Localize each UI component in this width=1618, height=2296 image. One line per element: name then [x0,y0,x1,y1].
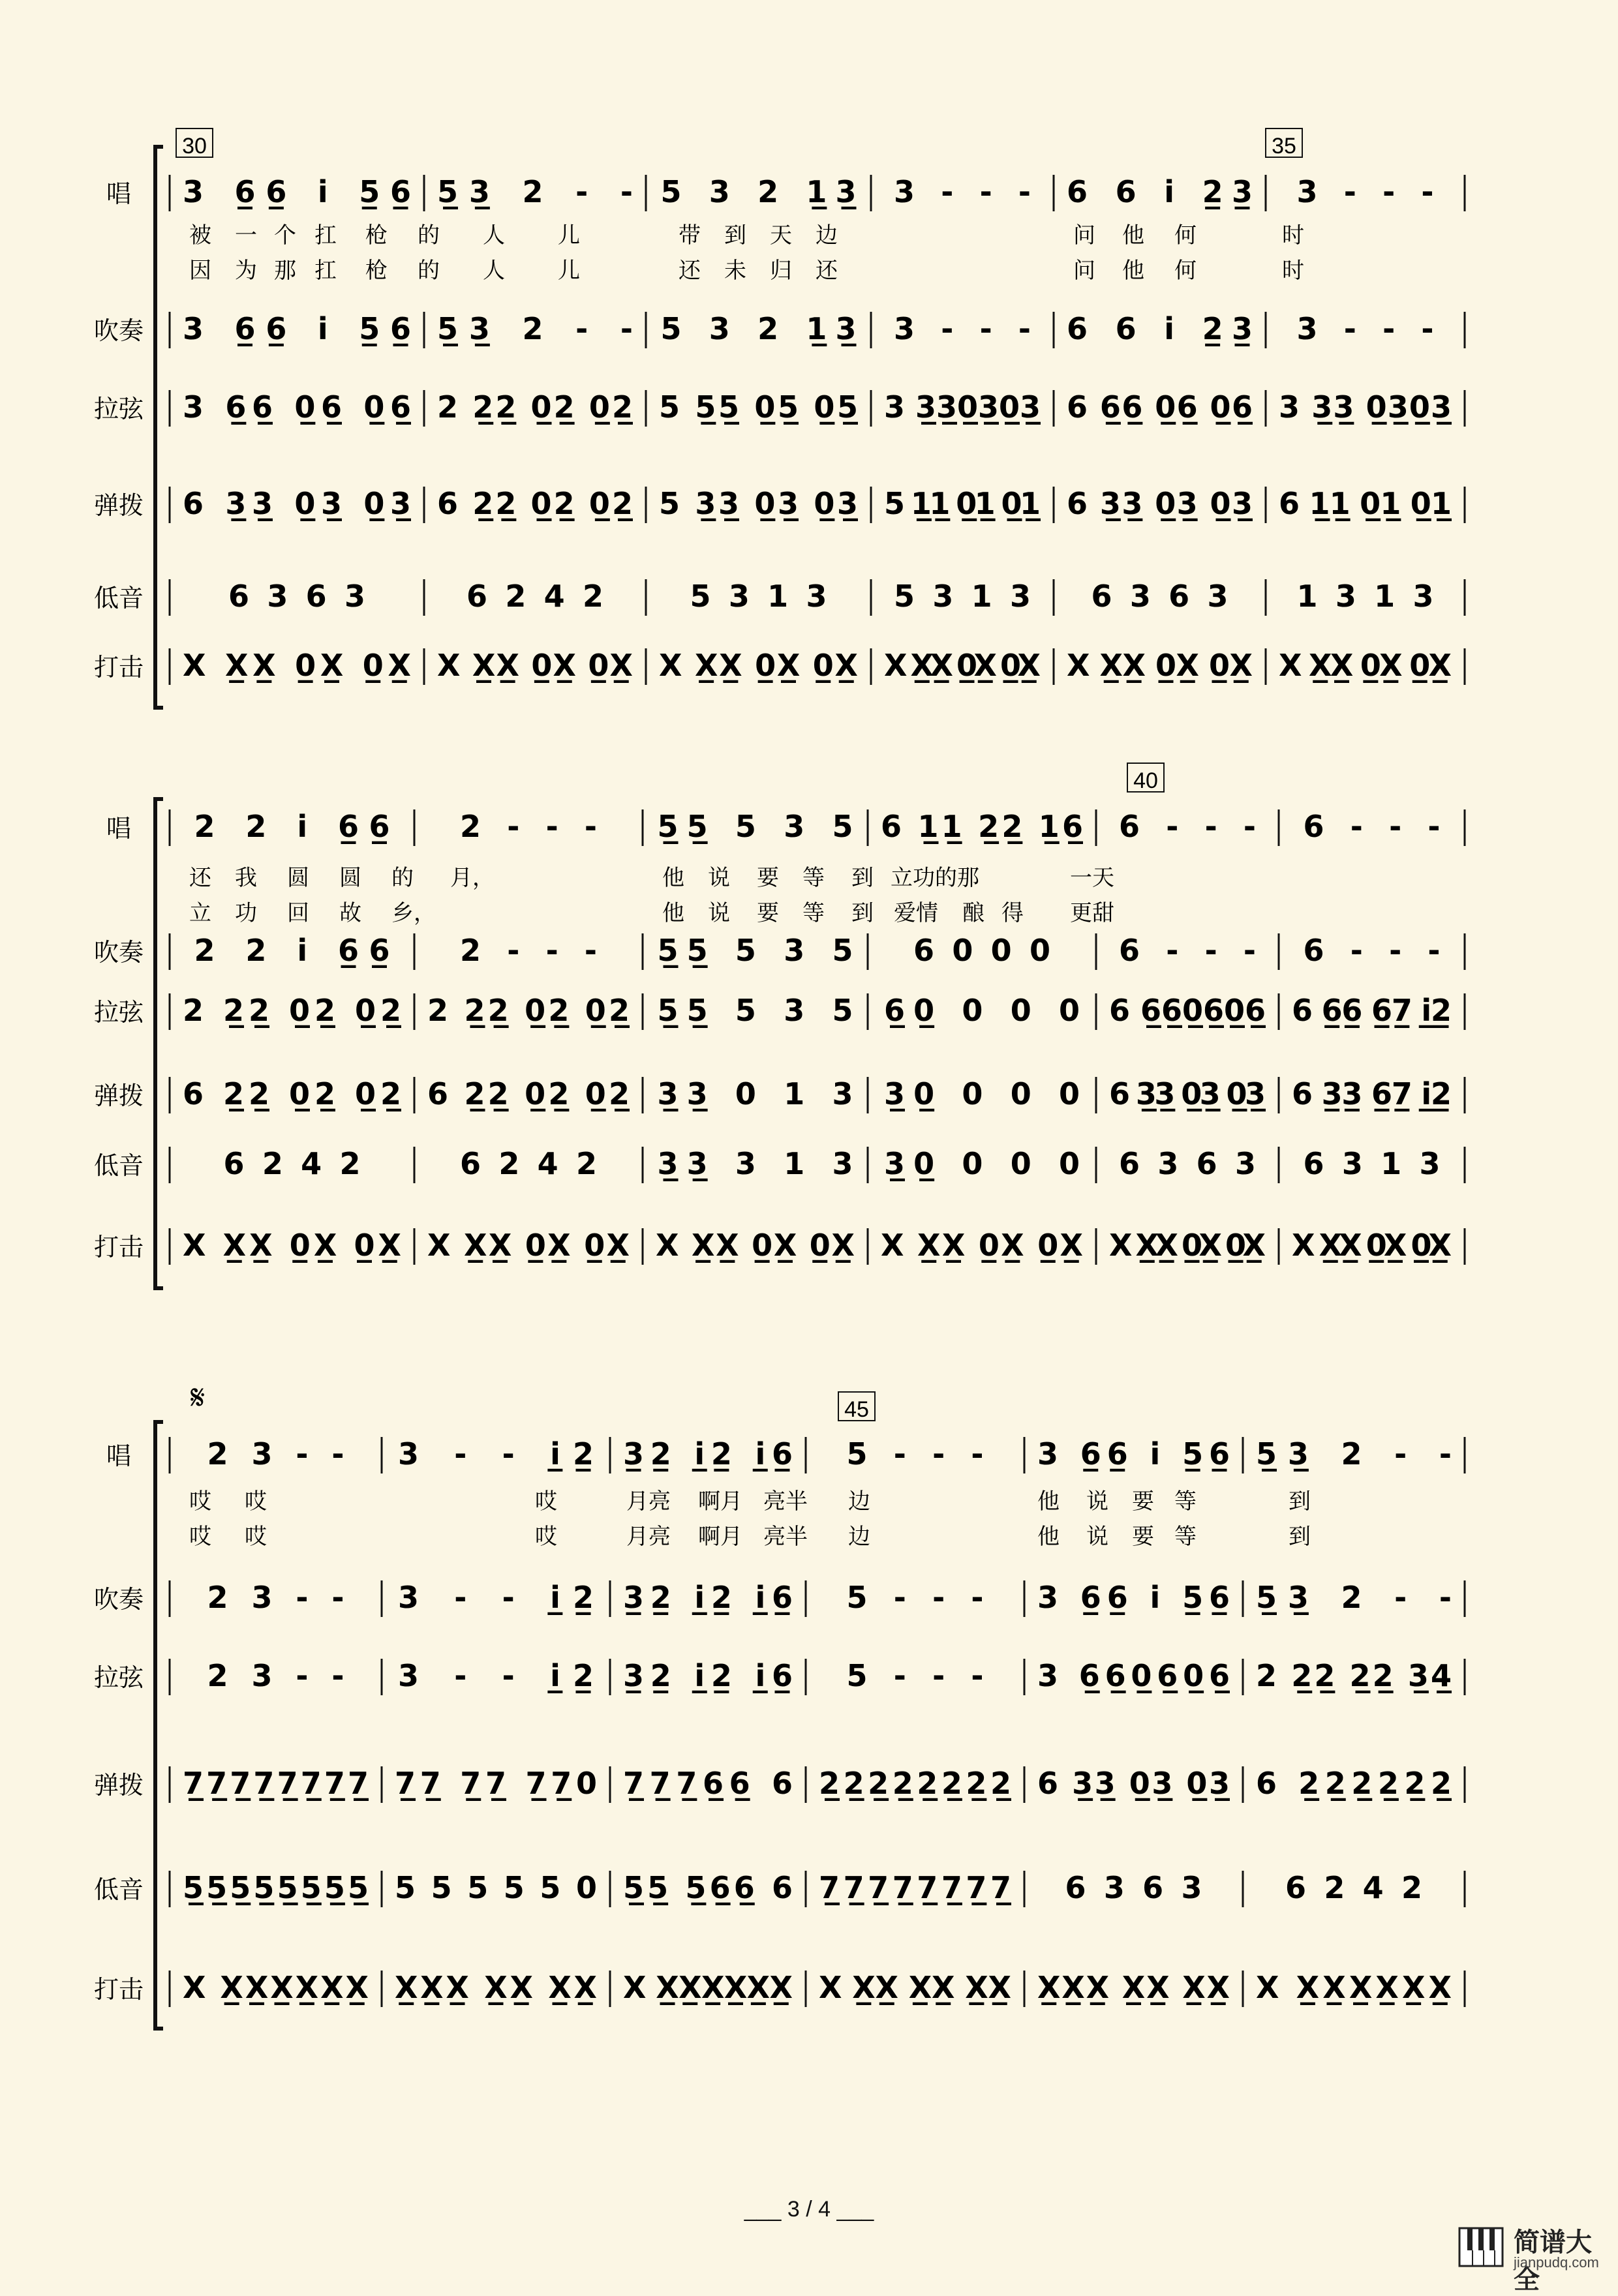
lyric-syllable: 他 [1122,258,1144,284]
measure-notes: 3 - - - [1296,311,1434,346]
lyric-syllable: 天 [770,222,792,249]
measure-notes: X X̲X̲ 0̲X̲ 0̲X̲ [1292,1228,1452,1263]
lyric-syllable: 时 [1282,222,1304,249]
page-number-text: 3 / 4 [787,2197,831,2222]
measure-notes: 7̲7̲7̲7̲7̲7̲7̲7̲ [183,1766,369,1801]
measure-notes: X̲X̲X̲ X̲X̲ X̲X̲ [1037,1970,1230,2005]
measure-notes: X X̲X̲ 0̲X̲ 0̲X̲ [656,1228,855,1263]
measure-notes: 6 2̲2̲ 0̲2̲ 0̲2̲ [183,1076,401,1111]
measure-notes: 6 2̲2̲2̲2̲2̲2̲ [1256,1766,1452,1801]
lyric-syllable: 他 [1122,222,1144,249]
lyric-syllable: 人 [483,222,505,249]
measure-notes: 6 3 1 3 [1303,1146,1441,1181]
lyric-syllable: 枪 [365,258,388,284]
measure-notes: 3 3̲3̲0̲3̲0̲3̲ [884,389,1041,425]
brand-watermark [1458,2222,1599,2295]
lyric-syllable: 到 [1289,1524,1311,1550]
measure-notes: 3 6̲6̲ i 5̲6̲ [183,311,411,346]
measure-notes: 2̲2̲2̲2̲2̲2̲2̲2̲ [819,1766,1011,1801]
measure-notes: 6 3 6 3 [1091,579,1229,614]
rehearsal-mark-number: 45 [844,1397,869,1422]
measure-notes: 7̲7̲7̲6̲6̲ 6 [623,1766,793,1801]
lyric-syllable: 儿 [558,258,580,284]
lyric-syllable: 还 [679,258,701,284]
lyric-syllable: 啊月 [698,1524,742,1550]
measure-notes: 6 2 4 2 [460,1146,597,1181]
lyric-syllable: 月亮 [626,1488,671,1515]
measure-notes: 5̲5̲5̲5̲5̲5̲5̲5̲ [183,1870,369,1905]
measure-notes: 3 3̲3̲ 0̲3̲0̲3̲ [1279,389,1452,425]
measure-notes: 6 2̲2̲ 0̲2̲ 0̲2̲ [427,1076,630,1111]
measure-notes: 6 - - - [1303,933,1441,968]
part-label: 低音 [93,584,144,612]
measure-notes: 3 - - i̲2̲ [398,1436,594,1472]
lyric-syllable: 回 [287,900,309,926]
lyric-syllable: 因 [189,258,211,284]
lyric-syllable: 亮半 [763,1488,808,1515]
lyric-syllable: 边 [816,222,838,249]
lyric-syllable: 哎 [535,1524,557,1550]
measure-notes: 7̲7̲7̲7̲7̲7̲7̲7̲ [819,1870,1011,1905]
lyric-syllable: 说 [1086,1488,1108,1515]
part-label: 拉弦 [93,395,144,423]
lyric-syllable: 扛 [314,258,337,284]
measure-notes: 3̲0̲ 0 0 0 [884,1146,1080,1181]
lyric-syllable: 未 [724,258,746,284]
page-number-rule-right: ___ [836,2197,874,2222]
lyric-syllable: 问 [1073,258,1095,284]
lyric-syllable: 等 [1174,1524,1197,1550]
lyric-syllable: 归 [770,258,792,284]
rehearsal-mark-number: 30 [182,134,207,159]
part-label: 低音 [93,1875,144,1904]
measure-notes: 5̲5̲ 5 3 5 [657,809,853,844]
part-label: 打击 [93,1233,144,1261]
page-number-rule-left: ___ [744,2197,782,2222]
measure-notes: 6 6̲6̲ 0̲6̲ 0̲6̲ [1067,389,1253,425]
lyric-syllable: 的 [391,865,414,891]
lyric-syllable: 还 [816,258,838,284]
lyric-syllable: 一天 [1070,865,1114,891]
measure-notes: 5̲5̲ 5 3 5 [657,993,853,1028]
lyric-syllable: 要 [757,865,779,891]
measure-notes: 3̲0̲ 0 0 0 [884,1076,1080,1111]
lyric-syllable: 圆 [287,865,309,891]
measure-notes: 5 - - - [846,1580,984,1615]
part-label: 唱 [106,814,132,843]
lyric-syllable: 个 [274,222,296,249]
measure-notes: 6 - - - [1119,933,1256,968]
measure-notes: 6 6̲6̲0̲6̲0̲6̲ [1109,993,1266,1028]
measure-notes: 6 - - - [1303,809,1441,844]
measure-notes: 6 6 i 2̲3̲ [1067,174,1253,209]
lyric-syllable: 啊月 [698,1488,742,1515]
measure-notes: 6 3̲3̲ 0̲3̲ 0̲3̲ [183,486,411,521]
part-label: 低音 [93,1151,144,1180]
lyric-syllable: 要 [757,900,779,926]
measure-notes: 7̲7̲ 7̲7̲ 7̲7̲0 [395,1766,597,1801]
measure-notes: 3̲2̲ i̲2̲ i̲6̲ [623,1580,793,1615]
lyric-syllable: 月亮 [626,1524,671,1550]
measure-notes: 5 - - - [846,1436,984,1472]
measure-notes: 6 2̲2̲ 0̲2̲ 0̲2̲ [437,486,633,521]
brand-name: 简谱大全 [1514,2228,1592,2295]
lyric-syllable: 时 [1282,258,1304,284]
measure-notes: X X̲X̲ 0̲X̲ 0̲X̲ [1109,1228,1266,1263]
measure-notes: 6 3 6 3 [1119,1146,1256,1181]
measure-notes: 3̲2̲ i̲2̲ i̲6̲ [623,1436,793,1472]
lyric-syllable: 更甜 [1070,900,1114,926]
measure-notes: 5̲3̲ 2 - - [437,174,633,209]
measure-notes: 6 6̲6̲ 6̲7̲ i̲2̲ [1292,993,1452,1028]
lyric-syllable: 到 [851,900,874,926]
measure-notes: 6 3̲3̲ 0̲3̲ 0̲3̲ [1067,486,1253,521]
lyric-syllable: 哎 [535,1488,557,1515]
lyric-syllable: 枪 [365,222,388,249]
measure-notes: 3 - - - [1296,174,1434,209]
measure-notes: 6 6 i 2̲3̲ [1067,311,1253,346]
lyric-syllable: 他 [1037,1524,1060,1550]
lyric-syllable: 哎 [245,1488,267,1515]
lyric-syllable: 月， [450,865,495,891]
lyric-syllable: 立 [189,900,211,926]
measure-notes: X X̲X̲ 0̲X̲ 0̲X̲ [427,1228,630,1263]
rehearsal-mark-number: 40 [1133,768,1158,793]
measure-notes: 2 3 - - [207,1436,344,1472]
lyric-syllable: 故 [339,900,361,926]
lyric-syllable: 功 [235,900,257,926]
lyric-syllable: 人 [483,258,505,284]
lyric-syllable: 他 [1037,1488,1060,1515]
measure-notes: 5̲3̲ 2 - - [1256,1436,1452,1472]
measure-notes: 3̲3̲ 3 1 3 [657,1146,853,1181]
lyric-syllable: 边 [848,1488,870,1515]
measure-notes: 5 1̲1̲ 0̲1̲ 0̲1̲ [884,486,1041,521]
measure-notes: X X̲X̲X̲X̲X̲X̲ [183,1970,369,2005]
lyric-syllable: 哎 [189,1524,211,1550]
measure-notes: X X̲X̲ 0̲X̲ 0̲X̲ [1279,648,1452,683]
lyric-syllable: 带 [679,222,701,249]
part-label: 拉弦 [93,998,144,1027]
measure-notes: 3̲2̲ i̲2̲ i̲6̲ [623,1658,793,1693]
measure-notes: 6 3̲3̲ 6̲7̲ i̲2̲ [1292,1076,1452,1111]
system-bracket [155,799,163,1288]
measure-notes: X X̲X̲X̲X̲X̲X̲ [623,1970,793,2005]
lyric-syllable: 等 [1174,1488,1197,1515]
segno-sign: 𝄋 [190,1378,206,1417]
lyric-syllable: 被 [189,222,211,249]
lyric-syllable: 等 [802,865,825,891]
measure-notes: 3 6̲6̲0̲6̲0̲6̲ [1037,1658,1230,1693]
measure-notes: 6 1̲1̲ 0̲1̲ 0̲1̲ [1279,486,1452,521]
part-label: 弹拨 [93,1771,144,1800]
measure-notes: X X̲X̲ X̲X̲ X̲X̲ [819,1970,1011,2005]
measure-notes: 2 - - - [460,933,597,968]
measure-notes: X X̲X̲ 0̲X̲ 0̲X̲ [1067,648,1253,683]
rehearsal-mark-number: 35 [1272,134,1296,159]
part-label: 打击 [93,1975,144,2004]
lyric-syllable: 乡， [391,900,436,926]
part-label: 拉弦 [93,1663,144,1692]
measure-notes: 5 3̲3̲ 0̲3̲ 0̲3̲ [659,486,858,521]
part-label: 打击 [93,653,144,682]
part-label: 弹拨 [93,1081,144,1110]
measure-notes: 5 3 2 1̲3̲ [660,174,857,209]
lyric-syllable: 那 [274,258,296,284]
lyric-syllable: 酿 [962,900,985,926]
measure-notes: X X̲X̲ 0̲X̲ 0̲X̲ [437,648,633,683]
measure-notes: 1 3 1 3 [1296,579,1434,614]
lyric-syllable: 要 [1132,1524,1154,1550]
lyric-syllable: 一 [235,222,257,249]
lyric-syllable: 何 [1174,258,1197,284]
part-label: 吹奏 [93,1585,144,1614]
piano-keys-icon [1458,2224,1504,2270]
part-label: 吹奏 [93,938,144,967]
lyric-syllable: 说 [1086,1524,1108,1550]
measure-notes: X̲X̲X̲ X̲X̲ X̲X̲ [395,1970,597,2005]
measure-notes: 2 - - - [460,809,597,844]
measure-notes: 3 - - - [894,174,1031,209]
lyric-syllable: 还 [189,865,211,891]
system-bracket [155,1422,163,2029]
measure-notes: X X̲X̲ 0̲X̲ 0̲X̲ [881,1228,1083,1263]
lyric-syllable: 立功的那 [891,865,979,891]
lyric-syllable: 儿 [558,222,580,249]
lyric-syllable: 说 [708,900,730,926]
measure-notes: 2 2 i 6̲6̲ [194,933,390,968]
measure-notes: 5 5̲5̲ 0̲5̲ 0̲5̲ [659,389,858,425]
lyric-syllable: 扛 [314,222,337,249]
measure-notes: 5 3 2 1̲3̲ [660,311,857,346]
brand-url: jianpudq.com [1514,2254,1599,2271]
lyric-syllable: 说 [708,865,730,891]
lyric-syllable: 得 [1001,900,1024,926]
measure-notes: 3 - - i̲2̲ [398,1658,594,1693]
measure-notes: 5̲5̲ 5 3 5 [657,933,853,968]
measure-notes: 2 3 - - [207,1580,344,1615]
measure-notes: 2 2̲2̲ 0̲2̲ 0̲2̲ [437,389,633,425]
measure-notes: 5 3 1 3 [894,579,1031,614]
lyric-syllable: 的 [418,222,440,249]
lyric-syllable: 边 [848,1524,870,1550]
measure-notes: 6̲0̲ 0 0 0 [884,993,1080,1028]
lyric-syllable: 哎 [189,1488,211,1515]
measure-notes: 6 2 4 2 [466,579,603,614]
lyric-syllable: 为 [235,258,257,284]
measure-notes: 2 2 i 6̲6̲ [194,809,390,844]
measure-notes: 2 2̲2̲ 0̲2̲ 0̲2̲ [183,993,401,1028]
measure-notes: 2 2̲2̲ 2̲2̲ 3̲4̲ [1256,1658,1452,1693]
measure-notes: 6 3̲3̲ 0̲3̲ 0̲3̲ [1037,1766,1230,1801]
measure-notes: X X̲X̲ 0̲X̲ 0̲X̲ [884,648,1041,683]
part-label: 唱 [106,179,132,208]
measure-notes: 3 - - - [894,311,1031,346]
part-label: 弹拨 [93,491,144,520]
lyric-syllable: 他 [662,865,684,891]
measure-notes: 6 2 4 2 [223,1146,361,1181]
measure-notes: 6 2 4 2 [1285,1870,1422,1905]
measure-notes: 6 1̲1̲ 2̲2̲ 1̲6̲ [881,809,1083,844]
measure-notes: 3 6̲6̲ i 5̲6̲ [1037,1436,1230,1472]
measure-notes: 6 3 6 3 [228,579,365,614]
lyric-syllable: 亮半 [763,1524,808,1550]
measure-notes: 6 - - - [1119,809,1256,844]
lyric-syllable: 到 [851,865,874,891]
lyric-syllable: 何 [1174,222,1197,249]
system-bracket [155,147,163,708]
part-label: 唱 [106,1442,132,1470]
measure-notes: 5 5 5 5 5 0 [395,1870,597,1905]
lyric-syllable: 他 [662,900,684,926]
measure-notes: 5 - - - [846,1658,984,1693]
lyric-syllable: 哎 [245,1524,267,1550]
lyric-syllable: 等 [802,900,825,926]
measure-notes: 2 2̲2̲ 0̲2̲ 0̲2̲ [427,993,630,1028]
lyric-syllable: 的 [418,258,440,284]
measure-notes: X X̲X̲ 0̲X̲ 0̲X̲ [183,1228,401,1263]
measure-notes: 6 0 0 0 [913,933,1050,968]
measure-notes: 5̲5̲ 5̲6̲6̲ 6 [623,1870,793,1905]
lyric-syllable: 到 [1289,1488,1311,1515]
part-label: 吹奏 [93,316,144,345]
lyric-syllable: 问 [1073,222,1095,249]
page-number [0,2197,1618,2222]
measure-notes: X X̲X̲ 0̲X̲ 0̲X̲ [659,648,858,683]
measure-notes: 5̲3̲ 2 - - [437,311,633,346]
measure-notes: 3 6̲6̲ i 5̲6̲ [1037,1580,1230,1615]
measure-notes: 3 6̲6̲ 0̲6̲ 0̲6̲ [183,389,411,425]
measure-notes: 3 6̲6̲ i 5̲6̲ [183,174,411,209]
lyric-syllable: 到 [724,222,746,249]
measure-notes: 3̲3̲ 0 1 3 [657,1076,853,1111]
measure-notes: X X̲X̲X̲X̲X̲X̲ [1256,1970,1452,2005]
lyric-syllable: 我 [235,865,257,891]
measure-notes: 5 3 1 3 [690,579,827,614]
measure-notes: 5̲3̲ 2 - - [1256,1580,1452,1615]
lyric-syllable: 爱情 [894,900,938,926]
measure-notes: X X̲X̲ 0̲X̲ 0̲X̲ [183,648,411,683]
measure-notes: 6 3 6 3 [1065,1870,1202,1905]
lyric-syllable: 圆 [339,865,361,891]
lyric-syllable: 要 [1132,1488,1154,1515]
measure-notes: 3 - - i̲2̲ [398,1580,594,1615]
measure-notes: 6 3̲3̲ 0̲3̲ 0̲3̲ [1109,1076,1266,1111]
measure-notes: 2 3 - - [207,1658,344,1693]
